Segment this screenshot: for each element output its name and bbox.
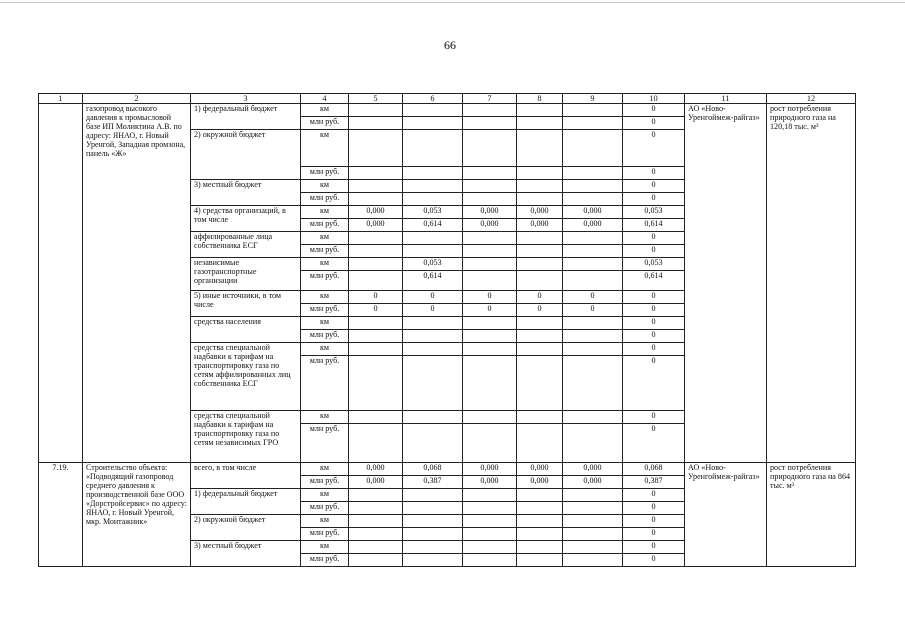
header-row (39, 94, 856, 104)
value-cell: 0 (623, 554, 685, 567)
value-cell (349, 271, 403, 291)
value-cell: 0 (623, 180, 685, 193)
value-cell (403, 167, 463, 180)
value-cell (517, 330, 563, 343)
value-cell: 0 (623, 515, 685, 528)
header-cell: 8 (517, 94, 563, 104)
value-cell: 0,000 (463, 463, 517, 476)
value-cell (349, 104, 403, 117)
header-cell: 2 (83, 94, 191, 104)
value-cell (563, 180, 623, 193)
value-cell (563, 424, 623, 463)
value-cell (517, 193, 563, 206)
header-cell: 10 (623, 94, 685, 104)
value-cell: 0 (403, 291, 463, 304)
value-cell: 0 (623, 489, 685, 502)
unit-cell: км (301, 515, 349, 528)
value-cell: 0 (463, 291, 517, 304)
value-cell (349, 180, 403, 193)
table-row (39, 463, 856, 476)
value-cell: 0 (623, 317, 685, 330)
value-cell (403, 193, 463, 206)
value-cell (463, 117, 517, 130)
value-cell (349, 130, 403, 167)
value-cell (463, 554, 517, 567)
unit-cell: км (301, 206, 349, 219)
value-cell: 0 (349, 291, 403, 304)
value-cell (403, 411, 463, 424)
value-cell (349, 317, 403, 330)
value-cell (349, 356, 403, 411)
value-cell (563, 541, 623, 554)
funding-source: средства специальной надбавки к тарифам на транспортировку газа по сетям независимых ГРО (191, 411, 301, 463)
funding-source: средства населения (191, 317, 301, 343)
value-cell (463, 541, 517, 554)
value-cell (349, 554, 403, 567)
value-cell: 0 (623, 356, 685, 411)
value-cell (563, 193, 623, 206)
value-cell (349, 411, 403, 424)
unit-cell: млн руб. (301, 245, 349, 258)
value-cell (563, 411, 623, 424)
value-cell (463, 356, 517, 411)
unit-cell: км (301, 180, 349, 193)
funding-source: 2) окружной бюджет (191, 130, 301, 180)
unit-cell: км (301, 317, 349, 330)
value-cell (403, 528, 463, 541)
value-cell (563, 117, 623, 130)
funding-source: средства специальной надбавки к тарифам на транспортировку газа по сетям аффилированных лиц собственника ЕСГ (191, 343, 301, 411)
value-cell: 0 (623, 232, 685, 245)
value-cell (517, 104, 563, 117)
value-cell: 0,000 (349, 206, 403, 219)
unit-cell: млн руб. (301, 528, 349, 541)
value-cell (349, 489, 403, 502)
value-cell: 0,614 (623, 271, 685, 291)
page-number: 66 (444, 38, 456, 52)
value-cell: 0,000 (463, 476, 517, 489)
value-cell (349, 167, 403, 180)
value-cell: 0 (349, 304, 403, 317)
value-cell (403, 117, 463, 130)
value-cell (563, 356, 623, 411)
value-cell (349, 258, 403, 271)
unit-cell: млн руб. (301, 502, 349, 515)
funding-source: 1) федеральный бюджет (191, 104, 301, 130)
unit-cell: км (301, 232, 349, 245)
value-cell (349, 245, 403, 258)
value-cell (517, 117, 563, 130)
value-cell: 0,614 (403, 219, 463, 232)
value-cell (463, 528, 517, 541)
value-cell (403, 489, 463, 502)
value-cell (349, 541, 403, 554)
value-cell: 0 (623, 117, 685, 130)
value-cell (403, 356, 463, 411)
value-cell: 0,000 (563, 463, 623, 476)
value-cell (463, 271, 517, 291)
value-cell: 0 (563, 304, 623, 317)
value-cell: 0 (623, 424, 685, 463)
value-cell (403, 180, 463, 193)
value-cell (517, 167, 563, 180)
value-cell (463, 193, 517, 206)
value-cell: 0,000 (563, 206, 623, 219)
value-cell: 0,068 (403, 463, 463, 476)
header-cell: 7 (463, 94, 517, 104)
value-cell (403, 343, 463, 356)
value-cell (403, 104, 463, 117)
value-cell: 0 (623, 541, 685, 554)
funding-source: аффилированные лица собственника ЕСГ (191, 232, 301, 258)
value-cell (563, 554, 623, 567)
value-cell (563, 258, 623, 271)
item-number (39, 104, 83, 463)
top-rule (0, 2, 905, 3)
unit-cell: млн руб. (301, 330, 349, 343)
value-cell (349, 502, 403, 515)
unit-cell: млн руб. (301, 554, 349, 567)
value-cell (463, 180, 517, 193)
object-name: Строительство объекта: «Подводящий газопровод среднего давления к производственной базе ООО «Дорстройсервис» по адресу: ЯНАО, г. Новый Уренгой, мкр. Монтажник» (83, 463, 191, 567)
value-cell: 0,000 (517, 476, 563, 489)
value-cell (517, 554, 563, 567)
value-cell: 0,000 (517, 219, 563, 232)
header-cell: 11 (685, 94, 767, 104)
value-cell (463, 232, 517, 245)
funding-source: 1) федеральный бюджет (191, 489, 301, 515)
value-cell (463, 489, 517, 502)
financing-table (38, 93, 856, 567)
value-cell (463, 245, 517, 258)
value-cell (563, 130, 623, 167)
value-cell: 0 (623, 343, 685, 356)
value-cell (517, 356, 563, 411)
unit-cell: млн руб. (301, 304, 349, 317)
header-cell: 3 (191, 94, 301, 104)
value-cell: 0 (623, 502, 685, 515)
value-cell: 0 (623, 167, 685, 180)
value-cell (349, 343, 403, 356)
value-cell (403, 515, 463, 528)
value-cell (563, 515, 623, 528)
value-cell (563, 245, 623, 258)
unit-cell: км (301, 489, 349, 502)
value-cell: 0 (623, 330, 685, 343)
value-cell (517, 258, 563, 271)
table-row (39, 104, 856, 117)
value-cell (403, 232, 463, 245)
value-cell (563, 317, 623, 330)
value-cell (463, 258, 517, 271)
effect: рост потребления природного газа на 120,18 тыс. м³ (767, 104, 856, 463)
value-cell: 0 (563, 291, 623, 304)
unit-cell: млн руб. (301, 424, 349, 463)
value-cell (403, 554, 463, 567)
value-cell (463, 515, 517, 528)
value-cell: 0 (517, 291, 563, 304)
value-cell: 0 (623, 291, 685, 304)
value-cell (563, 502, 623, 515)
header-cell: 5 (349, 94, 403, 104)
value-cell (463, 343, 517, 356)
unit-cell: км (301, 463, 349, 476)
value-cell (403, 502, 463, 515)
value-cell: 0,053 (623, 206, 685, 219)
value-cell: 0 (403, 304, 463, 317)
value-cell (349, 232, 403, 245)
unit-cell: млн руб. (301, 167, 349, 180)
value-cell (349, 117, 403, 130)
value-cell (563, 343, 623, 356)
value-cell: 0 (463, 304, 517, 317)
header-cell: 6 (403, 94, 463, 104)
header-cell: 1 (39, 94, 83, 104)
value-cell: 0 (623, 245, 685, 258)
value-cell (349, 193, 403, 206)
value-cell: 0,000 (349, 463, 403, 476)
value-cell (403, 330, 463, 343)
effect: рост потребления природного газа на 864 тыс. м³ (767, 463, 856, 567)
value-cell (563, 489, 623, 502)
value-cell (463, 317, 517, 330)
value-cell: 0,387 (403, 476, 463, 489)
value-cell: 0,000 (463, 206, 517, 219)
value-cell (517, 489, 563, 502)
unit-cell: млн руб. (301, 356, 349, 411)
value-cell (563, 271, 623, 291)
value-cell: 0 (623, 130, 685, 167)
unit-cell: млн руб. (301, 219, 349, 232)
value-cell (563, 232, 623, 245)
value-cell (517, 343, 563, 356)
value-cell (403, 130, 463, 167)
funding-source: независимые газотранспортные организации (191, 258, 301, 291)
funding-source: 5) иные источники, в том числе (191, 291, 301, 317)
funding-source: 4) средства организаций, в том числе (191, 206, 301, 232)
value-cell (463, 411, 517, 424)
value-cell (517, 541, 563, 554)
value-cell: 0 (623, 193, 685, 206)
value-cell (563, 167, 623, 180)
value-cell: 0,068 (623, 463, 685, 476)
unit-cell: км (301, 104, 349, 117)
value-cell (349, 424, 403, 463)
value-cell: 0,053 (403, 206, 463, 219)
value-cell (517, 317, 563, 330)
unit-cell: млн руб. (301, 193, 349, 206)
value-cell (463, 104, 517, 117)
value-cell (517, 130, 563, 167)
value-cell: 0,000 (563, 476, 623, 489)
value-cell (563, 330, 623, 343)
value-cell (517, 245, 563, 258)
value-cell (463, 167, 517, 180)
value-cell (563, 104, 623, 117)
value-cell: 0,614 (623, 219, 685, 232)
value-cell: 0 (623, 528, 685, 541)
value-cell: 0 (623, 304, 685, 317)
funding-source: всего, в том числе (191, 463, 301, 489)
value-cell (563, 528, 623, 541)
value-cell (403, 245, 463, 258)
value-cell: 0,614 (403, 271, 463, 291)
value-cell (349, 330, 403, 343)
unit-cell: км (301, 343, 349, 356)
header-cell: 9 (563, 94, 623, 104)
value-cell (517, 180, 563, 193)
unit-cell: млн руб. (301, 271, 349, 291)
value-cell (463, 330, 517, 343)
value-cell (463, 130, 517, 167)
value-cell: 0,000 (517, 463, 563, 476)
unit-cell: км (301, 130, 349, 167)
unit-cell: млн руб. (301, 117, 349, 130)
item-number: 7.19. (39, 463, 83, 567)
unit-cell: км (301, 541, 349, 554)
value-cell: 0,000 (517, 206, 563, 219)
value-cell (517, 502, 563, 515)
value-cell (517, 411, 563, 424)
value-cell (517, 424, 563, 463)
value-cell: 0 (623, 411, 685, 424)
executor: АО «Ново-Уренгоймеж-райгаз» (685, 463, 767, 567)
header-cell: 4 (301, 94, 349, 104)
value-cell: 0,000 (563, 219, 623, 232)
value-cell (349, 515, 403, 528)
unit-cell: км (301, 411, 349, 424)
value-cell (517, 515, 563, 528)
value-cell (403, 424, 463, 463)
object-name: газопровод высокого давления к промысловой базе ИП Моликтина А.В. по адресу: ЯНАО, г. Новый Уренгой, Западная промзона, панель «Ж» (83, 104, 191, 463)
value-cell: 0 (623, 104, 685, 117)
value-cell: 0,053 (623, 258, 685, 271)
value-cell (463, 502, 517, 515)
funding-source: 2) окружной бюджет (191, 515, 301, 541)
value-cell (403, 541, 463, 554)
value-cell: 0,000 (463, 219, 517, 232)
value-cell (517, 232, 563, 245)
value-cell: 0,000 (349, 476, 403, 489)
funding-source: 3) местный бюджет (191, 541, 301, 567)
value-cell (463, 424, 517, 463)
value-cell: 0,053 (403, 258, 463, 271)
value-cell (517, 271, 563, 291)
value-cell: 0,000 (349, 219, 403, 232)
unit-cell: млн руб. (301, 476, 349, 489)
funding-source: 3) местный бюджет (191, 180, 301, 206)
header-cell: 12 (767, 94, 856, 104)
value-cell: 0,387 (623, 476, 685, 489)
value-cell (403, 317, 463, 330)
value-cell: 0 (517, 304, 563, 317)
value-cell (517, 528, 563, 541)
unit-cell: км (301, 258, 349, 271)
unit-cell: км (301, 291, 349, 304)
value-cell (349, 528, 403, 541)
executor: АО «Ново-Уренгоймеж-райгаз» (685, 104, 767, 463)
